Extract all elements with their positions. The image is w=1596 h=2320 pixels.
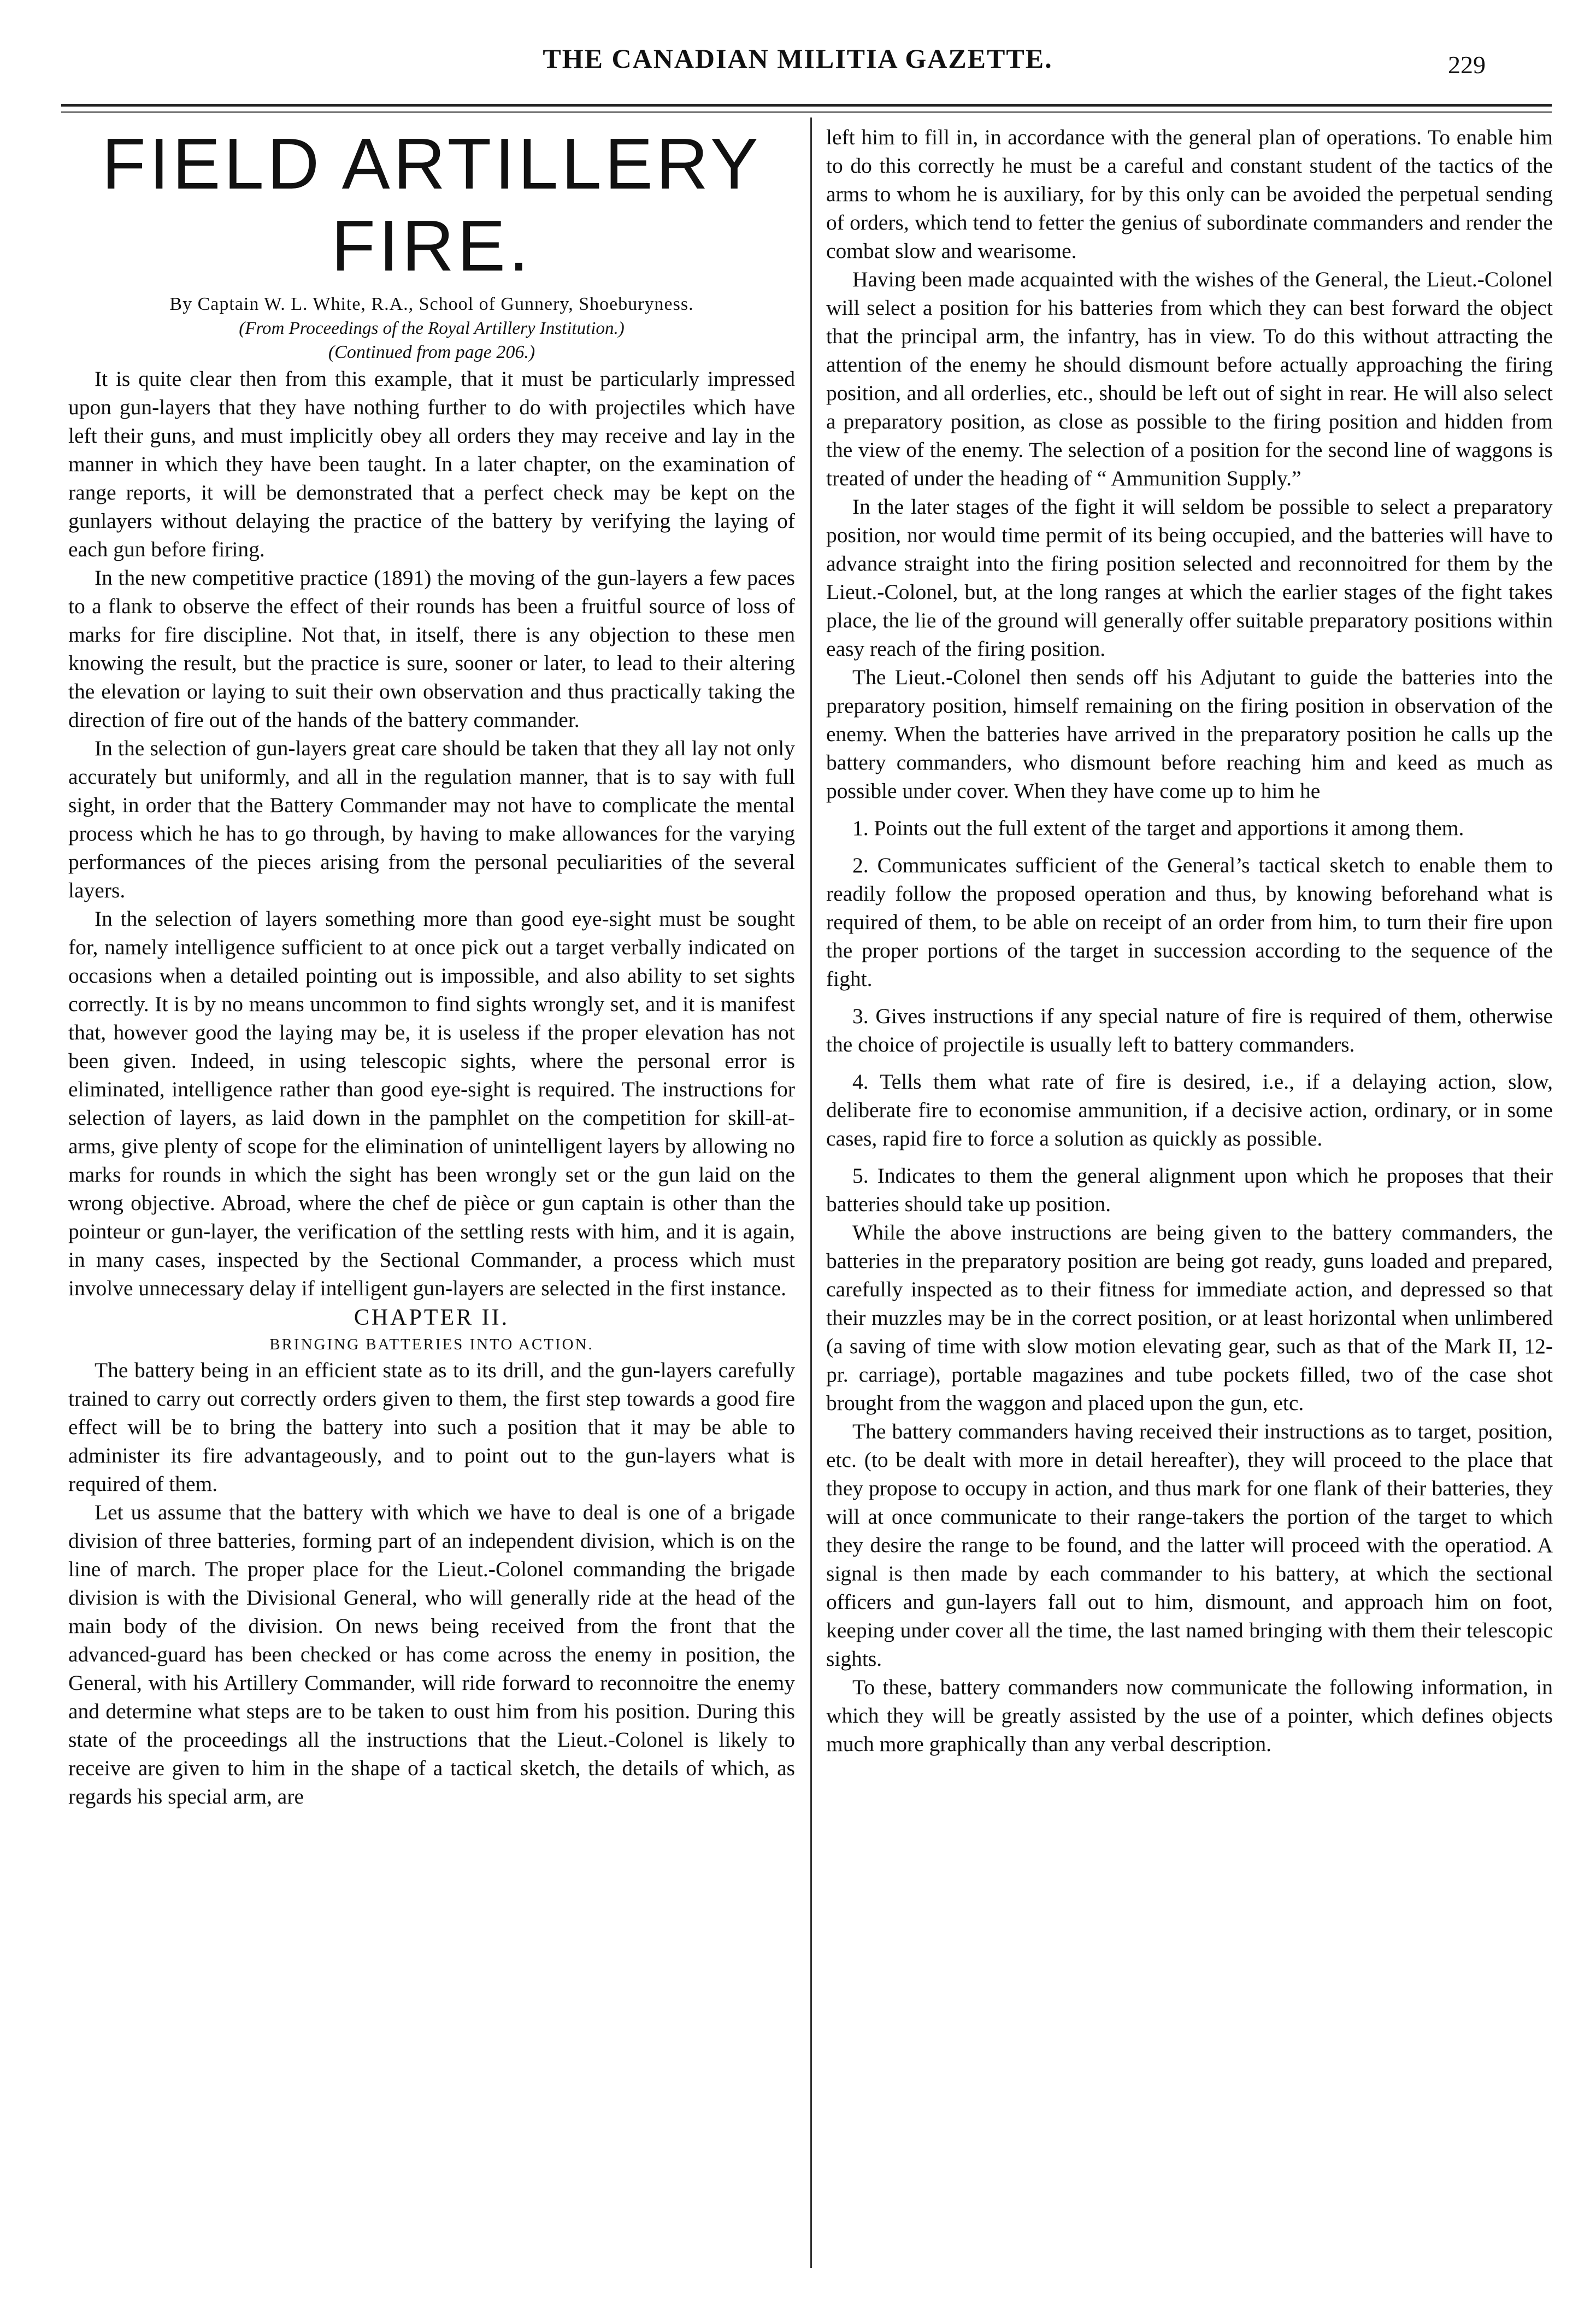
paragraph: While the above instructions are being given to the battery commanders, the batteries in the preparatory position are being got ready, guns loaded and prepared, carefully inspected as to their fitness for immediate action, and depressed so that their muzzles may be in the correct position, or at least horizontal when unlimbered (a saving of time with slow motion elevating gear, such as that of the Mark II, 12-pr. carriage), portable magazines and tube pockets filled, two of the case shot brought from the waggon and placed upon the gun, etc. — [826, 1220, 1553, 1415]
paragraph: In the selection of layers something more than good eye-sight must be sought for, namely intelligence sufficient to at once pick out a target verbally indicated on occasions when a detailed pointing out is impossible, and also ability to set sights correctly. It is by no means uncommon to find sights wrongly set, and it is manifest that, however good the laying may be, it is useless if the proper elevation has not been given. Indeed, in using telescopic sights, where the personal error is eliminated, intelligence rather than good eye-sight is required. The instructions for selection of layers, as laid down in the pamphlet on the competition for skill-at-arms, give plenty of scope for the elimination of unintelligent layers by allowing no marks for rounds in which the sight has been wrongly set or the gun laid on the wrong objective. Abroad, where the chef de pièce or gun captain is other than the pointeur or gun-layer, the verification of the settling rests with him, and it is again, in many cases, inspected by the Sectional Commander, a process which must involve unnecessary delay if intelligent gun-layers are selected in the first instance. — [68, 907, 795, 1300]
paragraph: In the later stages of the fight it will seldom be possible to select a preparatory position, nor would time permit of its being occupied, and the batteries will have to advance straight into the firing position selected and reconnoitred for them by the Lieut.-Colonel, but, at the long ranges at which the earlier stages of the fight takes place, the lie of the ground will generally offer suitable preparatory positions within easy reach of the firing position. — [826, 495, 1553, 661]
numbered-item: 2. Communicates sufficient of the General’s tactical sketch to enable them to readily follow the proposed operation and thus, by knowing beforehand what is required of them, to be able on receipt of an order from him, to turn their fire upon the proper portions of the target in succession according to the sequence of the fight. — [826, 853, 1553, 991]
paragraph: In the selection of gun-layers great care should be taken that they all lay not only accurately but uniformly, and all in the regulation manner, that is to say with full sight, in order that the Battery Commander may not have to complicate the mental process which he has to go through, by having to make allowances for the varying performances of the pieces arising from the personal peculiarities of the several layers. — [68, 736, 795, 902]
left-column — [68, 123, 795, 1811]
numbered-item: 1. Points out the full extent of the target and apportions it among them. — [852, 816, 1464, 840]
paragraph: Let us assume that the battery with which we have to deal is one of a brigade division of three batteries, forming part of an independent division, which is on the line of march. The proper place for the Lieut.-Colonel commanding the brigade division is with the Divisional General, who will generally ride at the head of the main body of the division. On news being received from the front that the advanced-guard has been checked or has come across the enemy in position, the General, with his Artillery Commander, will ride forward to reconnoitre the enemy and determine what steps are to be taken to oust him from his position. During this state of the proceedings all the instructions that the Lieut.-Colonel is likely to receive are given to him in the shape of a tactical sketch, the details of which, as regards his special arm, are — [68, 1500, 795, 1808]
paragraph: The battery commanders having received their instructions as to target, position, etc. (to be dealt with more in detail hereafter), they will proceed to the place that they propose to occupy in action, and thus mark for one flank of their batteries, they will at once communicate to their range-takers the portion of the target to which they desire the range to be found, and the latter will proceed with the operatiod. A signal is then made by each commander to his battery, at which the sectional officers and gun-layers fall out to him, dismount, and approach him on foot, keeping under cover all the time, the last named bringing with them their telescopic sights. — [826, 1419, 1553, 1671]
journal-title: THE CANADIAN MILITIA GAZETTE. — [543, 43, 1053, 74]
paragraph: In the new competitive practice (1891) the moving of the gun-layers a few paces to a flank to observe the effect of their rounds has been a fruitful source of loss of marks for fire discipline. Not that, in itself, there is any objection to these men knowing the result, but the practice is sure, sooner or later, to lead to their altering the elevation or laying to suit their own observation and thus practically taking the direction of fire out of the hands of the battery commander. — [68, 566, 795, 732]
article-source: (From Proceedings of the Royal Artillery Institution.) — [239, 319, 625, 338]
paragraph: Having been made acquainted with the wishes of the General, the Lieut.-Colonel will select a position for his batteries from which they can best forward the object that the principal arm, the infantry, has in view. To do this without attracting the attention of the enemy he should dismount before actually approaching the firing position, and all orderlies, etc., should be left out of sight in rear. He will also select a preparatory position, as close as possible to the firing position and hidden from the view of the enemy. The selection of a position for the second line of waggons is treated of under the heading of “ Ammunition Supply.” — [826, 267, 1553, 490]
numbered-item: 4. Tells them what rate of fire is desired, i.e., if a delaying action, slow, deliberate fire to economise ammunition, if a decisive action, ordinary, or in some cases, rapid fire to force a solution as quickly as possible. — [826, 1070, 1553, 1150]
right-column — [826, 123, 1553, 1758]
numbered-item: 3. Gives instructions if any special nature of fire is required of them, otherwise the choice of projectile is usually left to battery commanders. — [826, 1004, 1553, 1056]
header-rule-thin — [61, 111, 1552, 113]
page-number: 229 — [1448, 51, 1486, 79]
paragraph: The battery being in an efficient state as to its drill, and the gun-layers carefully trained to carry out correctly orders given to them, the first step towards a good fire effect will be to bring the battery into such a position that it may be able to administer its fire advantageously, and to point out to the gun-layers what is required of them. — [68, 1358, 795, 1496]
chapter-subheading: BRINGING BATTERIES INTO ACTION. — [269, 1336, 594, 1353]
paragraph: To these, battery commanders now communicate the following information, in which they will be greatly assisted by the use of a pointer, which defines objects much more graphically than any verbal description. — [826, 1675, 1553, 1756]
numbered-item: 5. Indicates to them the general alignment upon which he proposes that their batteries should take up position. — [826, 1164, 1553, 1216]
header-rule — [61, 104, 1552, 107]
chapter-heading: CHAPTER II. — [354, 1305, 510, 1330]
column-divider — [810, 118, 812, 2268]
paragraph: left him to fill in, in accordance with the general plan of operations. To enable him to do this correctly he must be a careful and constant student of the tactics of the arms to whom he is auxiliary, for by this only can be avoided the perpetual sending of orders, which tend to fetter the genius of subordinate commanders and render the combat slow and wearisome. — [826, 125, 1553, 263]
continued-note: (Continued from page 206.) — [328, 342, 535, 362]
paragraph: The Lieut.-Colonel then sends off his Adjutant to guide the batteries into the preparatory position, himself remaining on the firing position in observation of the enemy. When the batteries have arrived in the preparatory position he calls up the battery commanders, who dismount before reaching him and keed as much as possible under cover. When they have come up to him he — [826, 665, 1553, 803]
article-byline: By Captain W. L. White, R.A., School of Gunnery, Shoeburyness. — [169, 294, 694, 314]
article-title: FIELD ARTILLERY FIRE. — [102, 124, 762, 286]
paragraph: It is quite clear then from this example, that it must be particularly impressed upon gun-layers that they have nothing further to do with projectiles which have left their guns, and must implicitly obey all orders they may receive and lay in the manner in which they have been taught. In a later chapter, on the examination of range reports, it will be demonstrated that a perfect check may be kept on the gunlayers without delaying the practice of the battery by verifying the laying of each gun before firing. — [68, 367, 795, 561]
